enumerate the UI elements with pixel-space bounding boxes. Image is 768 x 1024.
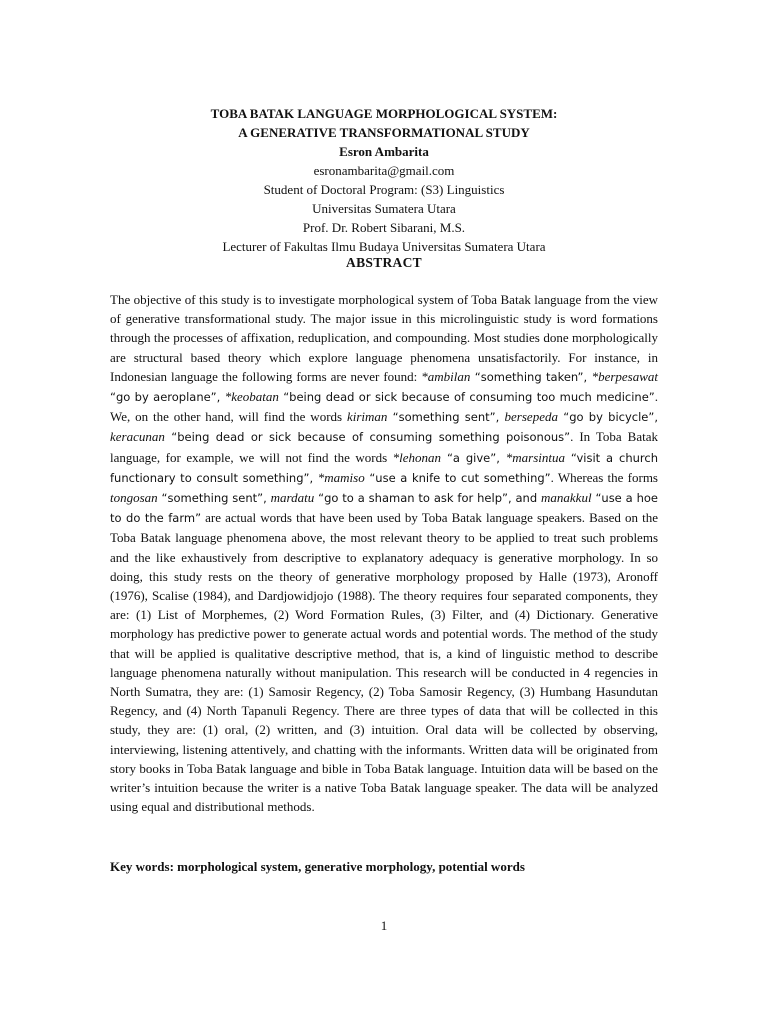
author-program: Student of Doctoral Program: (S3) Linguistics bbox=[263, 182, 505, 197]
abstract-text: . In Toba Batak language, for example, we will not find the words bbox=[110, 429, 658, 465]
paper-title-line-1: TOBA BATAK LANGUAGE MORPHOLOGICAL SYSTEM: bbox=[210, 106, 558, 121]
paper-header bbox=[110, 104, 658, 256]
example-word: mardatu bbox=[270, 490, 315, 506]
page-number: 1 bbox=[380, 918, 388, 933]
example-word: *keobatan bbox=[224, 389, 279, 405]
example-gloss: “use a knife to cut something” bbox=[364, 470, 551, 485]
example-word: kiriman bbox=[346, 409, 388, 425]
example-gloss: “use a hoe to do the farm” bbox=[110, 491, 658, 526]
author-name: Esron Ambarita bbox=[339, 144, 429, 159]
abstract-heading: ABSTRACT bbox=[346, 255, 422, 270]
supervisor-affiliation: Lecturer of Fakultas Ilmu Budaya Universitas Sumatera Utara bbox=[222, 239, 546, 254]
example-gloss: “go by aeroplane”, bbox=[110, 390, 225, 405]
example-gloss: “something sent”, bbox=[157, 491, 271, 506]
example-word: *lehonan bbox=[392, 449, 442, 465]
abstract-text: . We, on the other hand, will find the words bbox=[110, 389, 658, 425]
example-word: manakkul bbox=[541, 490, 592, 506]
author-university: Universitas Sumatera Utara bbox=[312, 201, 456, 216]
example-gloss: “go by bicycle”, bbox=[557, 410, 658, 425]
example-word: tongosan bbox=[110, 490, 158, 506]
example-word: *ambilan bbox=[421, 368, 471, 384]
example-gloss: “something sent”, bbox=[387, 410, 505, 425]
abstract-text: are actual words that have been used by Toba Batak language speakers. Based on the Toba Batak language phenomena above, the most relevant theory to be applied to treat such problems and the like exhaustively from descriptive to explanatory adequacy is generative morphology. In so doing, this study rests on the theory of generative morphology proposed by Halle (1973), Aronoff (1976), Scalise (1984), and Dardjowidjojo (1988). The theory requires four separated components, they are: (1) List of Morphemes, (2) Word Formation Rules, (3) Filter, and (4) Dictionary. Generative morphology has predictive power to generate actual words and potential words. The method of the study that will be applied is qualitative descriptive method, that is, a kind of linguistic method to describe language phenomena naturally without manipulation. This research will be conducted in 4 regencies in North Sumatra, they are: (1) Samosir Regency, (2) Toba Samosir Regency, (3) Humbang Hasundutan Regency, and (4) North Tapanuli Regency. There are three types of data that will be collected in this study, they are: (1) oral, (2) written, and (3) intuition. Oral data will be collected by observing, interviewing, listening attentively, and chatting with the informants. Written data will be originated from story books in Toba Batak language and bible in Toba Batak language. Intuition data will be based on the writer’s intuition because the writer is a native Toba Batak language speaker. The data will be analyzed using equal and distributional methods. bbox=[110, 510, 658, 815]
example-gloss: “go to a shaman to ask for help”, and bbox=[314, 491, 542, 506]
abstract-text: The objective of this study is to investigate morphological system of Toba Batak language from the view of generative transformational study. The major issue in this microlinguistic study is word formations through the processes of affixation, reduplication, and compounding. Most studies done morphologically are structural based theory which explore language phenomena unsatisfactorily. For instance, in Indonesian language the following forms are never found: bbox=[110, 292, 658, 384]
example-word: *mamiso bbox=[317, 469, 365, 485]
supervisor-name: Prof. Dr. Robert Sibarani, M.S. bbox=[302, 220, 466, 235]
abstract-body bbox=[110, 290, 658, 816]
example-word: *berpesawat bbox=[591, 368, 659, 384]
example-gloss: “a give”, bbox=[441, 450, 506, 465]
example-word: keracunan bbox=[110, 429, 165, 445]
example-word: bersepeda bbox=[504, 409, 558, 425]
example-gloss: “being dead or sick because of consuming too much medicine” bbox=[278, 390, 655, 405]
example-gloss: “visit a church functionary to consult something”, bbox=[110, 450, 658, 485]
paper-title-line-2: A GENERATIVE TRANSFORMATIONAL STUDY bbox=[238, 125, 530, 140]
example-gloss: “something taken”, bbox=[470, 369, 592, 384]
example-word: *marsintua bbox=[505, 449, 565, 465]
author-email: esronambarita@gmail.com bbox=[313, 163, 455, 178]
abstract-text: . Whereas the forms bbox=[550, 469, 658, 485]
keywords-line: Key words: morphological system, generative morphology, potential words bbox=[110, 859, 525, 874]
example-gloss: “being dead or sick because of consuming something poisonous” bbox=[164, 430, 571, 445]
